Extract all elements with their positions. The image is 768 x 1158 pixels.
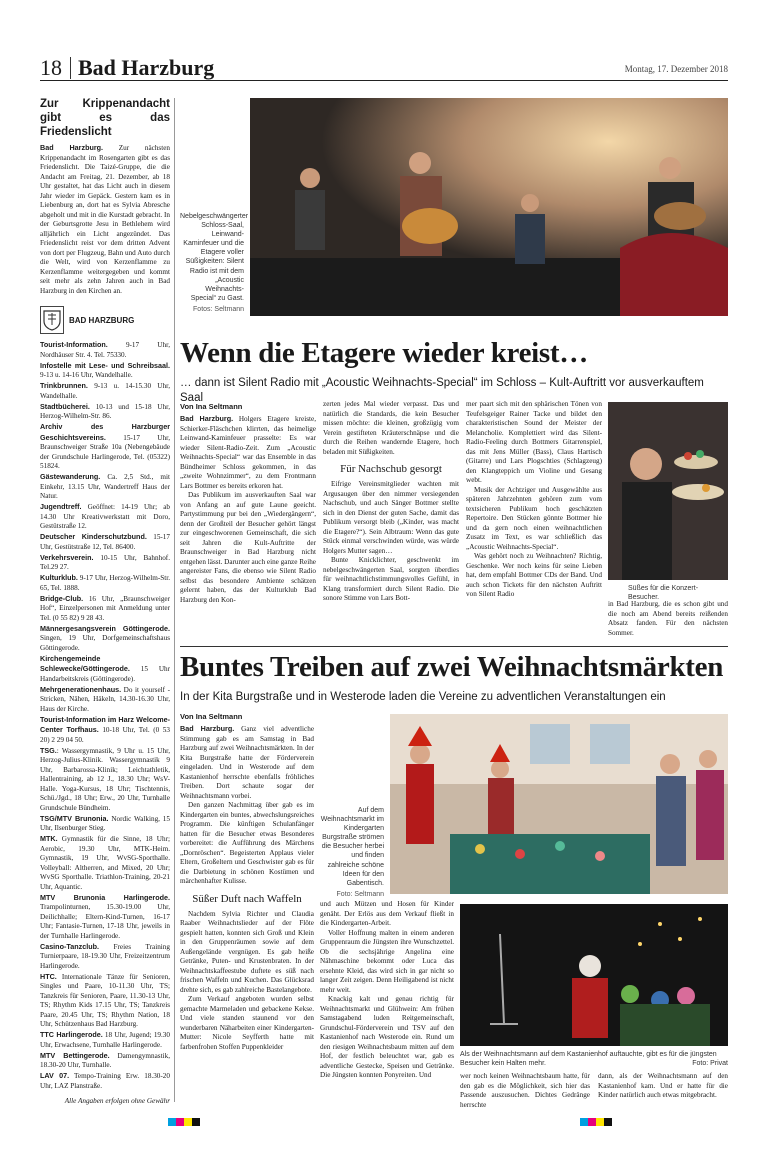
article2-byline: Von Ina Seltmann	[180, 712, 243, 721]
article-headline: Wenn die Etagere wieder kreist…	[180, 337, 588, 369]
issue-date: Montag, 17. Dezember 2018	[624, 64, 728, 74]
article2-column-4: dann, als der Weihnachtsmann auf den Kastanienhof kam. Und er hatte für die Kinder natürlich auch etwas mitgebracht.	[598, 1072, 728, 1099]
article2-column-1: Bad Harzburg. Ganz viel adventliche Stimmung gab es am Samstag in Bad Harzburg auf zwei Weihnachtsmärkten. In der Kita Burgstraße hatte der Förderverein eingeladen. Und in Westerode auf dem Kastanienhof herrschte ebenfalls fröhliches Treiben. Dort schaute sogar der Weihnachtsmann vorbei. Den ganzen Nachmittag über gab es im Kindergarten ein buntes, abwechslungsreiches Programm. Die künftigen Schulanfänger hatten für die Besucher etwas Besonderes vorbereitet: die Aufführung des Märchens „Dornröschen“. Begeisterten Applaus vieler Eltern, Großeltern und Geschwister gab es für die Darbietung in schönen Kostümen und märchenhafter Kulisse. Süßer Duft nach Waffeln Nachdem Sylvia Richter und Claudia Raaber Weihnachtslieder auf der Flöte gespielt hatten, konnten sich Groß und Klein in den Gruppenräumen sowie auf dem Außengelände vergnügen. Es gab heiße Getränke, Puten- und Krustenbraten. In der Weihnachtskaffeestube duftete es süß nach frischen Waffeln und Kuchen. Das Glücksrad drehte sich, es gab zahlreiche Bastelangebote. Zum Verkauf angeboten wurden selbst gemachte Marmeladen und gebackene Kekse. Und viele standen staunend vor den wunderbaren Näharbeiten einer Kindergarten-Mutter: Nicole Seyfferth hatte mit farbenfrohen Stoffen Puppenkleider	[180, 724, 315, 1051]
listing-item: TSG/MTV Brunonia. Nordic Walking, 15 Uhr, Ilsenburger Stieg.	[40, 813, 170, 833]
article-subline: … dann ist Silent Radio mit „Acoustic Weihnachts-Special“ im Schloss – Kult-Auftritt vor ausverkauftem Saal	[180, 377, 704, 404]
listing-item: Bridge-Club. 16 Uhr, „Braunschweiger Hof“, Einzelpersonen mit Anmeldung unter Tel. (0 55 82) 9 28 43.	[40, 593, 170, 622]
article-column-1: Bad Harzburg. Holgers Etagere kreiste, Schierker-Fläschchen klirrten, das heimelige Leinwand-Kaminfeuer prasselte: Es war wieder Silent-Radio-Zeit. Zum „Acoustic Weihnachts-Special“ war das Ensemble in das Bündheimer Schloss gekommen, in das „zweite Wohnzimmer“, zu dem Frontmann Lars Bottmer es bereits erkoren hat. Das Publikum im ausverkauften Saal war von Anfang an auf gute Laune geeicht. Partystimmung pur bei den „Wiedergängern“, denn der Großteil der Besucher gehört längst zur eingeschworenen Gemeinschaft, die sich seit Jahren die Kult-Auftritte der Braunschweiger in Bad Harzburg nicht entgehen lässt. Darunter auch eine ganze Reihe angereister Fans, die ebenso wie Silent Radio selbst das besondere Ambiente schätzen gelernt haben, das der Kulturklub Bad Harzburg den Kon-	[180, 414, 317, 604]
article2-subline: In der Kita Burgstraße und in Westerode laden die Vereine zu adventlichen Veranstaltungen ein	[180, 691, 666, 703]
listing-item: LAV 07. Tempo-Training Erw. 18.30-20 Uhr, LAZ Planstraße.	[40, 1071, 170, 1090]
listing-item: Verkehrsverein. 10-15 Uhr, Bahnhof. Tel.29 27.	[40, 552, 170, 572]
listing-item: MTK. Gymnastik für die Sinne, 18 Uhr; Aerobic, 19.30 Uhr, MTK-Heim. Gymnastik, 19 Uhr, WvSG-Sporthalle. Volleyball: Altherren, and Mixed, 20 Uhr; WvSG Sporthalle. Triathlon-Training, 20-21 Uhr, Aquantic.	[40, 834, 170, 891]
market-photo	[390, 714, 728, 894]
article-column-4: in Bad Harzburg, die es schon gibt und die noch am Abend bereits reißenden Absatz fanden. Für den nächsten Sommer.	[608, 600, 728, 637]
listing-item: Tourist-Information im Harz Welcome-Center Torfhaus. 10-18 Uhr, Tel. (0 53 20) 2 29 04 50.	[40, 714, 170, 744]
listing-item: Deutscher Kinderschutzbund. 15-17 Uhr, Gestütstraße 12, Tel. 86400.	[40, 532, 170, 551]
sweets-photo	[608, 402, 728, 580]
town-crest-icon	[40, 306, 64, 334]
listing-item: Infostelle mit Lese- und Schreibsaal. 9-13 u. 14-16 Uhr, Wandelhalle.	[40, 360, 170, 380]
photo-caption: Nebelgeschwängerter Schloss-Saal, Leinwand-Kaminfeuer und die Etagere voller Süßigkeiten: Silent Radio ist mit dem „Acoustic Weihnachts-Special“ zu Gast. Fotos: Seltmann	[180, 213, 249, 313]
santa-caption: Als der Weihnachtsmann auf dem Kastanienhof auftauchte, gibt es für die jüngsten Besucher kein Halten mehr. Foto: Privat	[460, 1051, 728, 1068]
page-number: 18	[40, 55, 62, 80]
header-divider	[70, 57, 71, 79]
article-separator	[180, 646, 728, 647]
header-rule	[40, 80, 728, 81]
article2-headline: Buntes Treiben auf zwei Weihnachtsmärkten	[180, 651, 724, 683]
listing-item: HTC. Internationale Tänze für Senioren, Singles und Paare, 10-11.30 Uhr, TS; Tanzkreis für Senioren, Paare, 11.30-13 Uhr, TS; Rhythm Kids 17.15 Uhr, TS; Tanzkreis Paare, 20.45 Uhr, TS; Rhythm Nation, 18 Uhr, Schützenhaus Bad Harzburg.	[40, 971, 170, 1029]
santa-photo	[460, 904, 728, 1046]
disclaimer: Alle Angaben erfolgen ohne Gewähr	[64, 1097, 170, 1106]
listing-item: Archiv des Harzburger Geschichtsvereins. 15-17 Uhr, Braunschweiger Straße 10a (Nebengebäude der Grundschule Harlingerode, Tel. (05322) 51824.	[40, 422, 170, 471]
listing-item: Trinkbrunnen. 9-13 u. 14-15.30 Uhr, Wandelhalle.	[40, 381, 170, 400]
left-headline: Zur Krippenandacht gibt es das Friedenslicht	[40, 98, 170, 138]
color-registration-mark-right	[580, 1118, 612, 1126]
listing-item: Gästewanderung. Ca. 2,5 Std., mit Einkehr, 13.15 Uhr, Wandertreff Haus der Natur.	[40, 472, 170, 501]
market-photo-caption: Auf dem Weihnachtsmarkt im Kindergarten Burgstraße strömen die Besucher herbei und finden zahlreiche schöne Ideen für den Gabentisch. Foto: Seltmann	[320, 807, 384, 898]
brand-name: BAD HARZBURG	[69, 315, 135, 325]
section-title: Bad Harzburg	[78, 55, 215, 80]
article-column-2: zerten jedes Mal wieder verpasst. Das und natürlich die Standards, die kein Besucher missen möchte: die kleinen, großzügig vom Verein gestifteten Kräuterschnäpse und die durch die Reihen wandernde Etagere, hoch beladen mit Süßigkeiten. Für Nachschub gesorgt Eifrige Vereinsmitglieder wachten mit Argusaugen über den nimmer versiegenden Nachschub, und auch Sänger Bottmer stellte sich in den Dienst der guten Sache, damit das Publikum versorgt bleib („Kinder, was macht die Etagere?“). Sein Albtraum: Wenn das gute Stück einmal verschwinden würde, was würde Holgers Mutter sagen… Bunte Knicklichter, geschwenkt im nebelgeschwängerten Saal, sorgten überdies für weihnachtlichstimmungsvolles Gefühl, in Klang transformiert durch Silent Radio. Die sonore Stimme von Lars Bott-	[323, 400, 459, 603]
article2-column-3: wer noch keinen Weihnachtsbaum hatte, für den gab es die Möglichkeit, sich hier das Passende auszusuchen. Dichtes Gedränge herrschte	[460, 1072, 590, 1109]
article-column-3: mer paart sich mit den sphärischen Tönen von Teufelsgeiger Rainer Tacke und bildet den charakteristischen Sound der Meister der Melancholie. Komplettiert wird das Silent-Radio-Feeling durch Bottmers Gitarrenspiel, das mit Jens Müller (Bass), Claus Hartisch (Gitarre) und Lars Plogschties (Schlagzeug) den Klangteppich um Violine und Gesang webt. Musik der Achtziger und Ausgewählte aus späteren Jahrzehnten gehören zum vom textsicheren Publikum hoch geschätzten Repertoire. Den Stücken gönnte Bottmer hie und da gern noch einen weihnachtlichen Zusatz im Text, es war schließlich das „Acoustic Weihnachts-Special“. Was gehört noch zu Weihnachten? Richtig, Geschenke. Wer noch keins für seine Lieben hat, dem empfahl Bottmer CDs der Band. Und auch schon Tickets für den nächsten Auftritt von Silent Radio	[466, 400, 602, 598]
listing-item: MTV Brunonia Harlingerode. Trampolinturnen, 15.30-19.00 Uhr, Deilichhalle; Eltern-Kind-Turnen, 16-17 Uhr; Fantasie-Turnen, 17-18 Uhr, jeweils in der Turnhalle Harlingerode.	[40, 892, 170, 940]
left-column	[40, 98, 170, 1107]
sweets-caption: Süßes für die Konzert-Besucher.	[628, 585, 699, 602]
column-divider	[174, 98, 175, 1102]
listings	[40, 340, 170, 1091]
article-byline: Von Ina Seltmann	[180, 402, 243, 411]
listing-item: Jugendtreff. Geöffnet: 14-19 Uhr; ab 14.30 Uhr Kreativwerkstatt mit Doro, Gestütstraße 12.	[40, 502, 170, 531]
brand-block	[40, 306, 170, 334]
listing-item: Männergesangsverein Göttingerode. Singen, 19 Uhr, Dorfgemeinschaftshaus Göttingerode.	[40, 623, 170, 652]
listing-item: Kirchengemeinde Schlewecke/Göttingerode. 15 Uhr Handarbeitskreis (Göttingerode).	[40, 653, 170, 683]
listing-item: TTC Harlingerode. 18 Uhr, Jugend; 19.30 Uhr, Erwachsene, Turnhalle Harlingerode.	[40, 1030, 170, 1049]
color-registration-mark	[168, 1118, 200, 1126]
listing-item: MTV Bettingerode. Damengymnastik, 18.30-20 Uhr, Turnhalle.	[40, 1050, 170, 1070]
listing-item: Tourist-Information. 9-17 Uhr, Nordhäuser Str. 4. Tel. 75330.	[40, 340, 170, 359]
left-story: Bad Harzburg. Zur nächsten Krippenandacht im Rosengarten gibt es das Friedenslicht. Die Taizé-Gruppe, die die Andacht am Freitag, 21. Dezember, ab 18 Uhr gestaltet, hat das Licht auch in diesem Jahr wieder im Gepäck. Gestern kam es in Liebenburg an, dort hat es Sylvia Abresche abgeholt und mit in die Kurstadt gebracht. In der Geburtsgrotte Jesu in Bethlehem wird alljährlich ein Licht angezündet. Das Friedenslicht reist vor dem dritten Advent von dort per Flugzeug, Bahn und Auto durch die Welt, wird von Kerzenflamme zu Kerzenflamme weitergegeben und kommt seit mehr als zehn Jahren auch in Bad Harzburg in den Kirchen an.	[40, 143, 170, 295]
listing-item: Kulturklub. 9-17 Uhr, Herzog-Wilhelm-Str. 65, Tel. 1888.	[40, 573, 170, 592]
concert-photo	[250, 98, 728, 316]
article2-column-2: und auch Mützen und Hosen für Kinder genäht. Der Erlös aus dem Verkauf fließt in die Kindergarten-Arbeit. Voller Hoffnung malten in einem anderen Gruppenraum die Jüngsten ihre Wunschzettel. Ob die sechsjährige Angelina eine Nähmaschine bekommt oder Luca das ersehnte Kleid, das wird sich in gar nicht so langer Zeit zeigen. Denn Heiligabend ist nicht mehr weit. Knackig kalt und genau richtig für Weihnachtsmarkt und Glühwein: Am frühen Samstagabend luden Reitgemeinschaft, Grundschul-Förderverein und TSV auf den Kastanienhof nach Westerode ein. Rund um den riesigen Weihnachtsbaum mitten auf dem Hof, der festlich beleuchtet war, gab es adventliche Gestecke, Speisen und Getränke. Die Jüngsten konnten Ponyreiten. Und	[320, 900, 454, 1079]
listing-item: Stadtbücherei. 10-13 und 15-18 Uhr, Herzog-Wilhelm-Str. 86.	[40, 401, 170, 421]
listing-item: TSG.: Wassergymnastik, 9 Uhr u. 15 Uhr, Herzog-Julius-Klinik. Wassergymnastik 9 Uhr, Barbarossa-Klinik; Leichtathletik, Hallentraining, ab 12 J., 18.30 Uhr; WsV-Halle. Yoga-Kursus, 18 Uhr; Tischtennis, Schü./Jgd., 18 Uhr; Erw., 20 Uhr, Turnhalle Grundschule Bündheim.	[40, 745, 170, 812]
listing-item: Mehrgenerationenhaus. Do it yourself - Stricken, Nähen, Häkeln, 14.30-16.30 Uhr, Haus der Kirche.	[40, 684, 170, 713]
listing-item: Casino-Tanzclub. Freies Training Turnierpaare, 18-19.30 Uhr, Freizeitzentrum Harlingerode.	[40, 941, 170, 970]
